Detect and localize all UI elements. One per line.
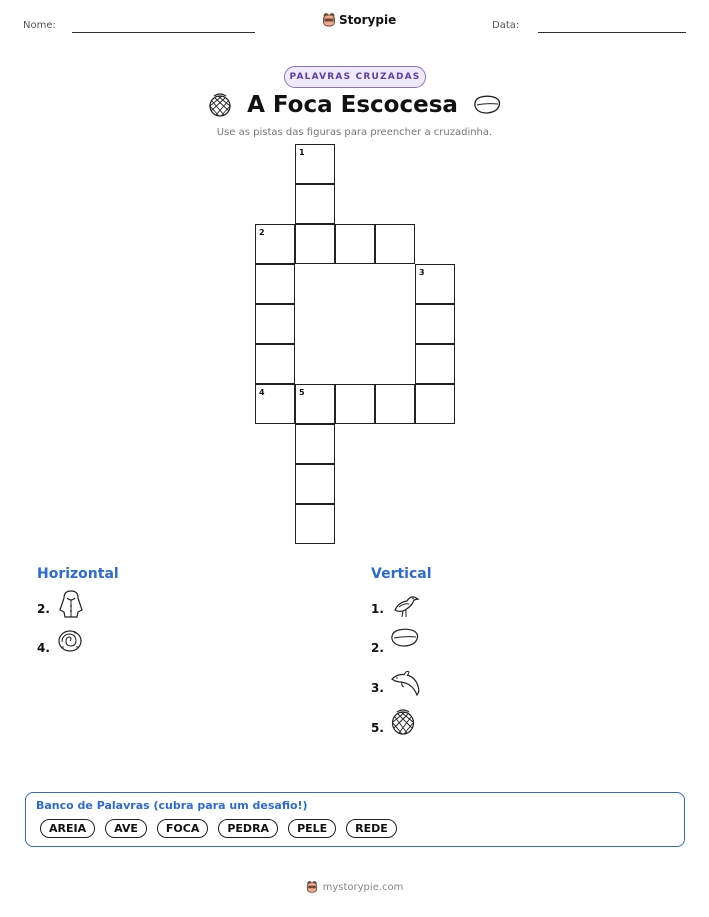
crossword-cell[interactable] xyxy=(415,344,455,384)
word-bank xyxy=(25,792,685,847)
footer xyxy=(0,880,709,894)
brand-name: Storypie xyxy=(339,13,397,27)
rock-icon xyxy=(472,94,502,116)
brand-logo xyxy=(322,12,396,28)
net-icon xyxy=(207,92,233,118)
clue-label: 2. xyxy=(37,602,50,616)
word-bank-title: Banco de Palavras (cubra para um desafio!) xyxy=(36,799,308,812)
vertical-clue xyxy=(371,627,421,655)
section-badge: PALAVRAS CRUZADAS xyxy=(284,66,426,88)
clue-label: 2. xyxy=(371,641,384,655)
crossword-cell[interactable] xyxy=(295,224,335,264)
word-chip: AREIA xyxy=(40,819,95,838)
clue-label: 4. xyxy=(37,641,50,655)
date-label: Data: xyxy=(492,20,520,31)
crossword-cell[interactable] xyxy=(255,264,295,304)
clue-label: 1. xyxy=(371,602,384,616)
crossword-cell[interactable] xyxy=(415,264,455,304)
clue-label: 3. xyxy=(371,681,384,695)
crossword-cell[interactable] xyxy=(335,384,375,424)
crossword-cell[interactable] xyxy=(295,464,335,504)
storypie-logo-icon xyxy=(322,12,336,28)
crossword-cell[interactable] xyxy=(295,144,335,184)
crossword-cell[interactable] xyxy=(255,384,295,424)
clue-number: 5 xyxy=(299,388,305,397)
name-label: Nome: xyxy=(23,20,56,31)
clue-number: 4 xyxy=(259,388,265,397)
clue-number: 2 xyxy=(259,228,265,237)
word-chip: AVE xyxy=(105,819,147,838)
shell-icon xyxy=(55,627,85,657)
horizontal-clue xyxy=(37,588,87,620)
clue-number: 3 xyxy=(419,268,425,277)
instructions: Use as pistas das figuras para preencher a cruzadinha. xyxy=(216,127,493,138)
title-row xyxy=(0,92,709,118)
word-bank-list xyxy=(40,819,397,838)
clue-number: 1 xyxy=(299,148,305,157)
net-icon xyxy=(389,707,417,737)
dolphin-icon xyxy=(389,667,423,699)
vertical-clue xyxy=(371,707,417,737)
crossword-cell[interactable] xyxy=(415,304,455,344)
crossword-cell[interactable] xyxy=(255,224,295,264)
crossword-cell[interactable] xyxy=(295,184,335,224)
crossword-cell[interactable] xyxy=(295,384,335,424)
crossword-cell[interactable] xyxy=(375,384,415,424)
crossword-cell[interactable] xyxy=(415,384,455,424)
vertical-clue xyxy=(371,588,421,620)
vertical-heading: Vertical xyxy=(371,566,432,582)
word-chip: PEDRA xyxy=(218,819,278,838)
horizontal-heading: Horizontal xyxy=(37,566,119,582)
date-line[interactable] xyxy=(538,32,686,33)
crossword-cell[interactable] xyxy=(295,504,335,544)
clue-label: 5. xyxy=(371,721,384,735)
crossword-cell[interactable] xyxy=(335,224,375,264)
crossword-cell[interactable] xyxy=(295,424,335,464)
page-title: A Foca Escocesa xyxy=(247,92,458,118)
footer-url: mystorypie.com xyxy=(322,881,404,893)
crossword-cell[interactable] xyxy=(375,224,415,264)
horizontal-clue xyxy=(37,627,85,657)
crossword-cell[interactable] xyxy=(255,304,295,344)
word-chip: PELE xyxy=(288,819,336,838)
crossword-cell[interactable] xyxy=(255,344,295,384)
rock-icon xyxy=(389,627,421,651)
word-chip: REDE xyxy=(346,819,397,838)
word-chip: FOCA xyxy=(157,819,208,838)
raincoat-icon xyxy=(55,588,87,620)
vertical-clue xyxy=(371,667,423,699)
name-line[interactable] xyxy=(72,32,255,33)
storypie-logo-icon xyxy=(306,880,318,894)
bird-icon xyxy=(389,588,421,620)
